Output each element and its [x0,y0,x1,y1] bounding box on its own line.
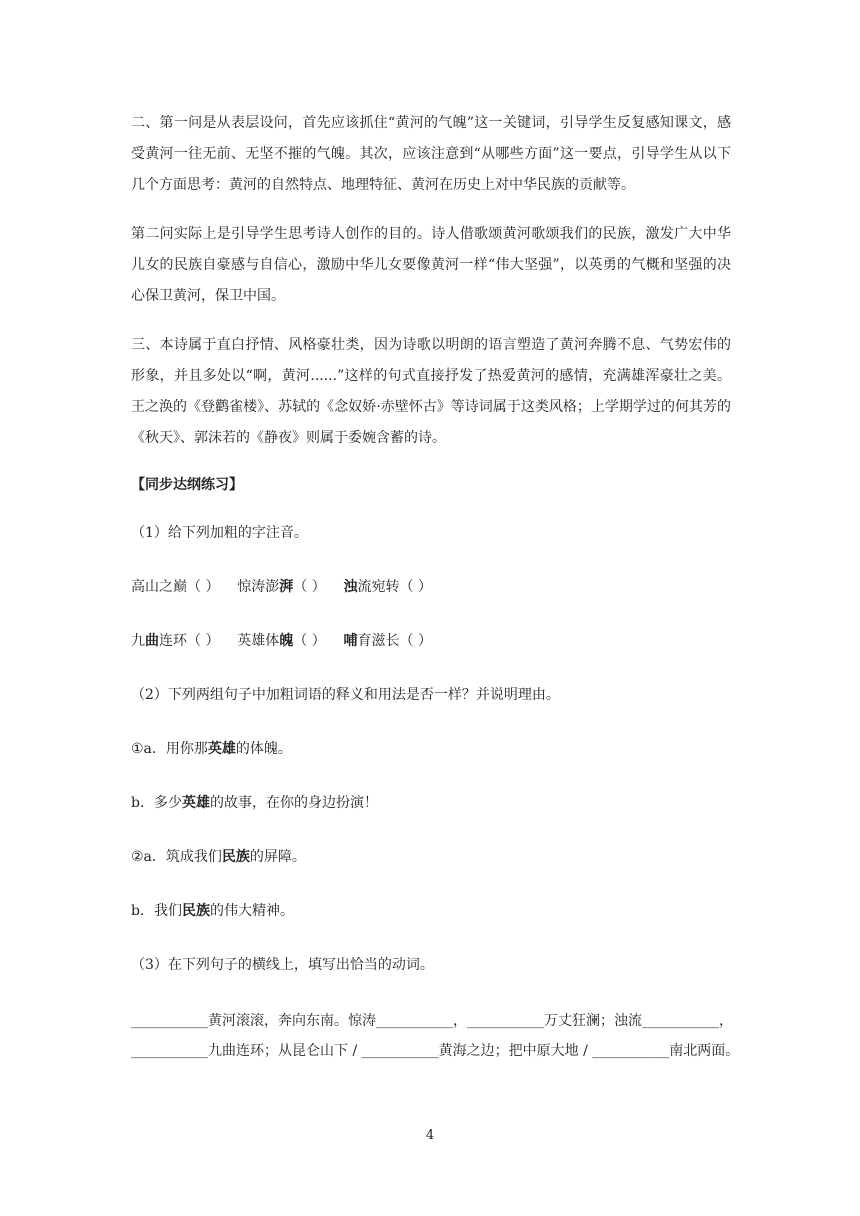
question-2-line: ①a．用你那英雄的体魄。 [131,741,292,757]
page-content [131,108,740,1066]
question-3-fill-line-2: ___________九曲连环；从昆仑山下 / ___________黄海之边；把中原大地 / ___________南北两面。 [131,1043,740,1059]
q1-item: 高山之巅（ ） [131,579,220,595]
question-2-line: ②a．筑成我们民族的屏障。 [131,849,306,865]
q1-item: 九曲连环（ ） [131,633,220,649]
q1-item: 惊涛澎湃（ ） [237,579,326,595]
page-number: 4 [425,1128,435,1143]
q1-item: 英雄体魄（ ） [237,633,326,649]
question-2-prompt: （2）下列两组句子中加粗词语的释义和用法是否一样？并说明理由。 [131,687,560,703]
question-1-row-1 [131,574,731,600]
question-1-row-2 [131,628,731,654]
answer-paragraph-2: 二、第一问是从表层设问，首先应该抓住“黄河的气魄”这一关键词，引导学生反复感知课文，感受黄河一往无前、无坚不摧的气魄。其次，应该注意到“从哪些方面”这一要点，引导学生从以下几个方面思考：黄河的自然特点、地理特征、黄河在历史上对中华民族的贡献等。 [131,115,731,193]
question-3-fill-line-1: ___________黄河滚滚，奔向东南。惊涛___________，___________万丈狂澜；浊流___________， [131,1013,733,1029]
section-heading: 【同步达纲练习】 [131,477,243,493]
answer-paragraph-2b: 第二问实际上是引导学生思考诗人创作的目的。诗人借歌颂黄河歌颂我们的民族，激发广大中华儿女的民族自豪感与自信心，激励中华儿女要像黄河一样“伟大坚强”，以英勇的气概和坚强的决心保卫黄河，保卫中国。 [131,226,731,304]
q1-item: 哺育滋长（ ） [343,633,432,649]
question-3-prompt: （3）在下列句子的横线上，填写出恰当的动词。 [131,957,434,973]
question-2-line: b．多少英雄的故事，在你的身边扮演！ [131,795,378,811]
question-2-line: b．我们民族的伟大精神。 [131,903,294,919]
q1-item: 浊流宛转（ ） [343,579,432,595]
answer-paragraph-3: 三、本诗属于直白抒情、风格豪壮类，因为诗歌以明朗的语言塑造了黄河奔腾不息、气势宏伟的形象，并且多处以“啊，黄河......”这样的句式直接抒发了热爱黄河的感情，充满雄浑豪壮之美。王之涣的《登鹳雀楼》、苏轼的《念奴娇·赤壁怀古》等诗词属于这类风格；上学期学过的何其芳的《秋天》、郭沫若的《静夜》则属于委婉含蓄的诗。 [131,337,731,446]
question-1-prompt: （1）给下列加粗的字注音。 [131,525,308,541]
